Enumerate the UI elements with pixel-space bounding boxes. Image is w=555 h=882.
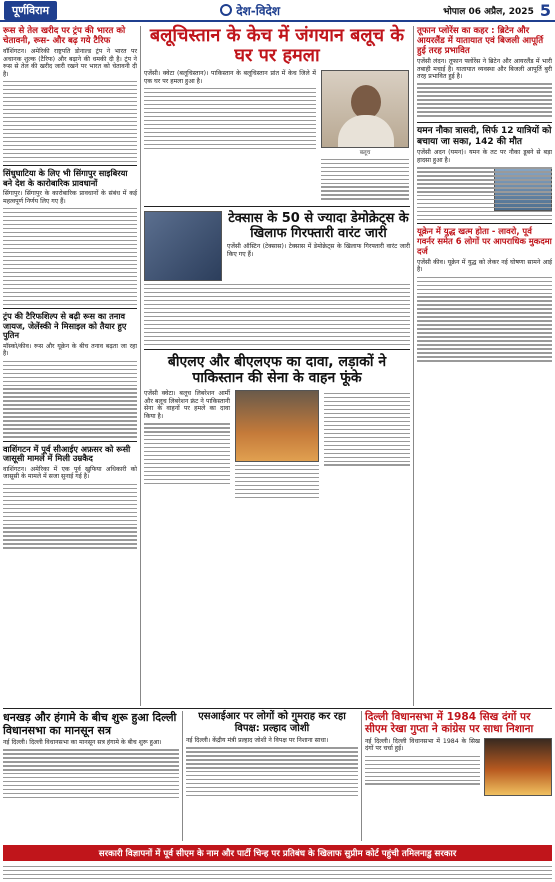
left-body-2: सिंगापुर। सिंगापुर के कारोबारिक प्रावधानों के संबंध में कई महत्वपूर्ण निर्णय लिए गए हैं। xyxy=(3,190,137,205)
divider xyxy=(3,441,137,442)
left-body-3: मॉस्को/कीव। रूस और यूक्रेन के बीच तनाव बढ़ता जा रहा है। xyxy=(3,342,137,358)
riots-content xyxy=(365,738,552,796)
right-column xyxy=(417,26,552,364)
main-story-text xyxy=(144,70,316,202)
divider xyxy=(144,349,410,350)
sir-headline: एसआईआर पर लोगों को गुमराह कर रहा विपक्ष: प्रल्हाद जोशी xyxy=(198,711,346,734)
left-headline-1: रूस से तेल खरीद पर ट्रंप की भारत को चेतावनी, रूस- और बढ़ गये टैरिफ xyxy=(3,26,126,46)
divider xyxy=(3,308,137,309)
assembly-story xyxy=(3,711,179,801)
bla-text-lines xyxy=(144,423,230,484)
riots-text xyxy=(365,738,480,796)
left-headline-3: ट्रंप की टैरिफशिल्प से बढ़ी रूस का तनाव जायज, जेलेंस्की ने मिसाइल को तैयार हुए पुतिन xyxy=(3,311,127,341)
issue-date: भोपाल 06 अप्रैल, 2025 xyxy=(443,6,534,17)
left-headline-4: वाशिंगटन में पूर्व सीआईए अफ़सर को रूसी जासूसी मामले में मिली उम्रकैद xyxy=(3,443,131,464)
storm-text-lines xyxy=(417,83,552,116)
divider xyxy=(3,165,137,166)
column-divider xyxy=(361,711,362,841)
bla-photo-block xyxy=(235,390,319,500)
riots-headline: दिल्ली विधानसभा में 1984 सिख दंगों पर सीएम रेखा गुप्ता ने कांग्रेस पर साधा निशाना xyxy=(365,711,534,736)
portrait-caption: बलूच xyxy=(359,150,371,156)
banner-text-lines xyxy=(3,866,552,879)
sir-body: नई दिल्ली। केंद्रीय मंत्री प्रल्हाद जोशी ने विपक्ष पर निशाना साधा। xyxy=(186,737,329,744)
ukraine-headline: यूक्रेन में युद्ध खत्म होता - लावरो, पूर्व गवर्नर समेत 6 लोगों पर आपराधिक मुकदमा दर्ज xyxy=(417,226,552,256)
globe-icon xyxy=(220,4,232,16)
texas-text-lines xyxy=(144,284,410,345)
yemen-headline: यमन नौका त्रासदी, सिर्फ 12 यात्रियों को बचाया जा सका, 142 की मौत xyxy=(417,126,552,147)
storm-headline: तूफान प्लोरेंस का कहर : ब्रिटेन और आयरलैंड में यातायात एवं बिजली आपूर्ति हुई तरह प्रभावित xyxy=(417,26,544,56)
masthead xyxy=(0,0,555,22)
column-divider xyxy=(413,26,414,706)
divider xyxy=(417,122,552,123)
portrait-photo xyxy=(321,70,409,148)
riots-story xyxy=(365,711,552,796)
yemen-text-lines xyxy=(417,167,552,220)
storm-body: एजेंसी लंदन। तूफान फ्लोरेंस ने ब्रिटेन और आयरलैंड में भारी तबाही मचाई है। यातायात व्यवस्था और बिजली आपूर्ति बुरी तरह प्रभावित हुई है। xyxy=(417,58,552,81)
bla-text-right xyxy=(324,390,410,500)
burning-vehicle-photo xyxy=(235,390,319,462)
assembly-text-lines xyxy=(3,749,179,798)
banner-story xyxy=(3,863,552,882)
section-divider xyxy=(3,708,552,709)
bla-text xyxy=(144,390,230,500)
bla-text-lines-3 xyxy=(324,393,410,466)
storm-story xyxy=(417,58,552,119)
left-text-lines-2 xyxy=(3,208,137,305)
main-story xyxy=(144,70,410,202)
main-text-lines xyxy=(144,88,316,149)
texas-photo xyxy=(144,211,222,281)
texas-headline: टेक्सास के 50 से ज्यादा डेमोक्रेट्स के खिलाफ गिरफ्तारी वारंट जारी xyxy=(228,211,409,242)
section-label: देश-विदेश xyxy=(236,3,281,18)
assembly-headline: धनखड़ और हंगामे के बीच शुरू हुआ दिल्ली विधानसभा का मानसून सत्र xyxy=(3,711,177,737)
riots-photo xyxy=(484,738,552,796)
yemen-body: एजेंसी अदन (यमन)। यमन के तट पर नौका डूबने से बड़ा हादसा हुआ है। xyxy=(417,149,552,165)
left-text-lines-4 xyxy=(3,484,137,549)
brand-logo: पूर्णविराम xyxy=(4,1,57,20)
main-text-lines-side xyxy=(321,159,409,200)
left-text-lines-3 xyxy=(3,361,137,438)
page-number: 5 xyxy=(539,0,551,20)
left-headline-2: सिंधुघाटिया के लिए भी सिंगापुर साइबिरया बने देश के कारोबारिक प्रावधानों xyxy=(3,168,128,188)
texas-story xyxy=(144,211,410,281)
sir-text-lines xyxy=(186,747,358,796)
texas-body: एजेंसी ऑस्टिन (टेक्सास)। टेक्सास में डेमोक्रेट्स के खिलाफ गिरफ्तारी वारंट जारी किए गए हैं। xyxy=(227,243,410,259)
left-body-4: वाशिंगटन। अमेरिका में एक पूर्व खुफिया अधिकारी को जासूसी के मामले में सजा सुनाई गई है। xyxy=(3,465,137,481)
divider xyxy=(417,223,552,224)
main-photo-block xyxy=(321,70,409,202)
left-text-lines-1 xyxy=(3,81,137,162)
bla-headline: बीएलए और बीएलएफ का दावा, लड़ाकों ने पाकिस्तान की सेना के वाहन फूंके xyxy=(167,354,387,387)
bla-body: एजेंसी क्वेटा। बलूच लिबरेशन आर्मी और बलूच लिबरेशन फ्रंट ने पाकिस्तानी सेना के वाहनों पर हमले का दावा किया है। xyxy=(144,390,230,420)
assembly-body: नई दिल्ली। दिल्ली विधानसभा का मानसून सत्र हंगामे के बीच शुरू हुआ। xyxy=(3,739,162,746)
divider xyxy=(144,206,410,207)
section-title xyxy=(220,2,280,19)
riots-text-lines xyxy=(365,756,480,785)
column-divider xyxy=(182,711,183,841)
column-divider xyxy=(140,26,141,706)
ukraine-body: एजेंसी कीव। यूक्रेन में युद्ध को लेकर नई घोषणा सामने आई है। xyxy=(417,258,552,274)
main-headline: बलूचिस्तान के केच में जंगयान बलूच के घर पर हमला xyxy=(149,25,405,66)
riots-body: नई दिल्ली। दिल्ली विधानसभा में 1984 के सिख दंगों पर चर्चा हुई। xyxy=(365,737,480,753)
banner-headline: सरकारी विज्ञापनों में पूर्व सीएम के नाम और पार्टी चिन्ह पर प्रतिबंध के खिलाफ सुप्रीम कोर्ट पहुंची तमिलनाडु सरकार xyxy=(98,849,457,859)
bla-story xyxy=(144,390,410,500)
left-column xyxy=(3,26,137,551)
ukraine-text-lines xyxy=(417,277,552,362)
storm-text xyxy=(417,58,552,119)
issue-meta xyxy=(443,1,551,20)
bla-text-lines-2 xyxy=(235,465,319,498)
bottom-banner xyxy=(3,845,552,861)
sir-story xyxy=(186,711,358,799)
left-body-1: वॉशिंगटन। अमेरिकी राष्ट्रपति डोनाल्ड ट्रंप ने भारत पर अचानक शुल्क (टैरिफ) और बढ़ाने की धमकी दी है। ट्रंप ने रूस से तेल की खरीद जारी रखने पर भारत को चेतावनी दी है। xyxy=(3,48,137,78)
main-body: एजेंसी। क्वेटा (बलूचिस्तान)। पाकिस्तान के बलूचिस्तान प्रांत में केच जिले में एक घर पर हमला हुआ है। xyxy=(144,70,316,85)
texas-text xyxy=(227,211,410,281)
center-column xyxy=(144,26,410,501)
